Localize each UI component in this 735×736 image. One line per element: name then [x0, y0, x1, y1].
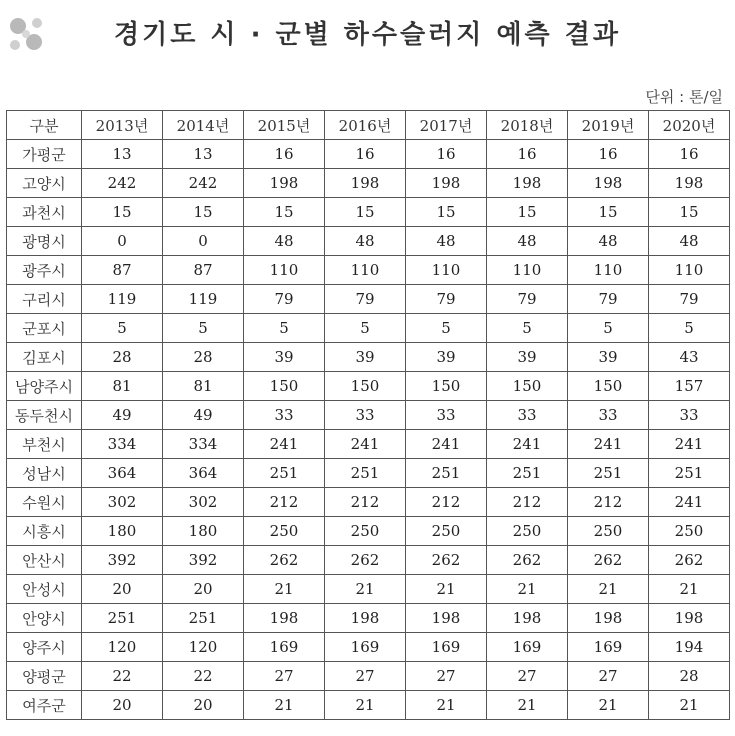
table-cell-value: 169	[406, 633, 487, 662]
region-name: 수원시	[7, 488, 82, 517]
table-cell-value: 15	[568, 198, 649, 227]
table-cell-value: 79	[649, 285, 730, 314]
table-cell-value: 241	[406, 430, 487, 459]
table-cell-value: 198	[568, 169, 649, 198]
table-cell-value: 150	[325, 372, 406, 401]
table-cell-value: 15	[649, 198, 730, 227]
table-cell-value: 198	[325, 169, 406, 198]
table-row	[7, 343, 730, 372]
table-cell-value: 21	[244, 691, 325, 720]
region-name: 양주시	[7, 633, 82, 662]
unit-label: 단위 : 톤/일	[645, 88, 723, 106]
region-name: 안성시	[7, 575, 82, 604]
table-row	[7, 604, 730, 633]
table-cell-value: 28	[82, 343, 163, 372]
region-name: 광주시	[7, 256, 82, 285]
table-cell-value: 48	[487, 227, 568, 256]
table-cell-value: 169	[568, 633, 649, 662]
region-name: 고양시	[7, 169, 82, 198]
table-cell-value: 33	[325, 401, 406, 430]
column-header-category: 구분	[7, 111, 82, 140]
table-cell-value: 79	[568, 285, 649, 314]
table-cell-value: 251	[406, 459, 487, 488]
sludge-forecast-table	[6, 110, 730, 720]
table-cell-value: 39	[325, 343, 406, 372]
table-cell-value: 150	[244, 372, 325, 401]
table-cell-value: 21	[568, 691, 649, 720]
table-cell-value: 251	[82, 604, 163, 633]
table-cell-value: 198	[568, 604, 649, 633]
table-row	[7, 575, 730, 604]
table-cell-value: 16	[487, 140, 568, 169]
table-cell-value: 49	[163, 401, 244, 430]
region-name: 안양시	[7, 604, 82, 633]
table-cell-value: 39	[406, 343, 487, 372]
table-cell-value: 110	[649, 256, 730, 285]
region-name: 광명시	[7, 227, 82, 256]
table-cell-value: 262	[649, 546, 730, 575]
table-cell-value: 169	[487, 633, 568, 662]
table-cell-value: 251	[163, 604, 244, 633]
table-cell-value: 119	[163, 285, 244, 314]
table-row	[7, 285, 730, 314]
table-cell-value: 241	[487, 430, 568, 459]
table-cell-value: 150	[487, 372, 568, 401]
region-name: 안산시	[7, 546, 82, 575]
region-name: 성남시	[7, 459, 82, 488]
table-cell-value: 33	[568, 401, 649, 430]
table-cell-value: 5	[406, 314, 487, 343]
region-name: 군포시	[7, 314, 82, 343]
table-cell-value: 262	[487, 546, 568, 575]
table-cell-value: 251	[487, 459, 568, 488]
table-cell-value: 15	[406, 198, 487, 227]
region-name: 여주군	[7, 691, 82, 720]
table-cell-value: 392	[82, 546, 163, 575]
table-cell-value: 120	[82, 633, 163, 662]
table-cell-value: 212	[487, 488, 568, 517]
table-cell-value: 87	[163, 256, 244, 285]
table-cell-value: 5	[244, 314, 325, 343]
table-cell-value: 15	[244, 198, 325, 227]
column-header-year: 2017년	[406, 111, 487, 140]
table-row	[7, 488, 730, 517]
column-header-year: 2014년	[163, 111, 244, 140]
table-cell-value: 262	[406, 546, 487, 575]
table-cell-value: 334	[163, 430, 244, 459]
table-cell-value: 150	[568, 372, 649, 401]
table-cell-value: 48	[649, 227, 730, 256]
table-cell-value: 241	[244, 430, 325, 459]
table-cell-value: 198	[649, 604, 730, 633]
table-cell-value: 251	[244, 459, 325, 488]
table-cell-value: 5	[163, 314, 244, 343]
table-cell-value: 21	[244, 575, 325, 604]
table-cell-value: 251	[649, 459, 730, 488]
table-cell-value: 22	[163, 662, 244, 691]
table-cell-value: 27	[325, 662, 406, 691]
table-cell-value: 81	[82, 372, 163, 401]
table-cell-value: 27	[244, 662, 325, 691]
table-cell-value: 15	[487, 198, 568, 227]
table-cell-value: 364	[163, 459, 244, 488]
table-cell-value: 250	[568, 517, 649, 546]
table-cell-value: 43	[649, 343, 730, 372]
table-cell-value: 198	[487, 604, 568, 633]
table-cell-value: 251	[325, 459, 406, 488]
region-name: 양평군	[7, 662, 82, 691]
table-cell-value: 20	[82, 691, 163, 720]
table-row	[7, 517, 730, 546]
table-cell-value: 212	[325, 488, 406, 517]
table-cell-value: 79	[487, 285, 568, 314]
region-name: 과천시	[7, 198, 82, 227]
table-cell-value: 0	[82, 227, 163, 256]
region-name: 시흥시	[7, 517, 82, 546]
table-cell-value: 110	[325, 256, 406, 285]
table-cell-value: 120	[163, 633, 244, 662]
table-cell-value: 5	[568, 314, 649, 343]
table-cell-value: 242	[82, 169, 163, 198]
table-cell-value: 20	[82, 575, 163, 604]
table-cell-value: 262	[244, 546, 325, 575]
table-cell-value: 21	[568, 575, 649, 604]
table-cell-value: 250	[649, 517, 730, 546]
table-row	[7, 256, 730, 285]
table-cell-value: 250	[325, 517, 406, 546]
table-cell-value: 15	[163, 198, 244, 227]
table-cell-value: 241	[649, 488, 730, 517]
table-cell-value: 28	[163, 343, 244, 372]
table-cell-value: 27	[568, 662, 649, 691]
table-cell-value: 16	[325, 140, 406, 169]
table-cell-value: 13	[163, 140, 244, 169]
region-name: 구리시	[7, 285, 82, 314]
table-cell-value: 79	[406, 285, 487, 314]
table-row	[7, 662, 730, 691]
table-cell-value: 33	[406, 401, 487, 430]
table-cell-value: 48	[568, 227, 649, 256]
table-cell-value: 212	[406, 488, 487, 517]
column-header-year: 2019년	[568, 111, 649, 140]
table-cell-value: 392	[163, 546, 244, 575]
table-cell-value: 79	[244, 285, 325, 314]
table-cell-value: 21	[406, 575, 487, 604]
table-cell-value: 110	[406, 256, 487, 285]
table-cell-value: 48	[406, 227, 487, 256]
table-cell-value: 33	[487, 401, 568, 430]
region-name: 부천시	[7, 430, 82, 459]
table-cell-value: 16	[406, 140, 487, 169]
table-row	[7, 198, 730, 227]
column-header-year: 2018년	[487, 111, 568, 140]
region-name: 동두천시	[7, 401, 82, 430]
region-name: 김포시	[7, 343, 82, 372]
table-cell-value: 21	[487, 691, 568, 720]
table-cell-value: 198	[487, 169, 568, 198]
table-cell-value: 28	[649, 662, 730, 691]
table-cell-value: 169	[325, 633, 406, 662]
table-cell-value: 21	[325, 575, 406, 604]
table-row	[7, 169, 730, 198]
table-cell-value: 21	[649, 691, 730, 720]
table-cell-value: 241	[649, 430, 730, 459]
table-cell-value: 33	[244, 401, 325, 430]
table-cell-value: 302	[82, 488, 163, 517]
table-cell-value: 241	[568, 430, 649, 459]
table-row	[7, 372, 730, 401]
table-cell-value: 81	[163, 372, 244, 401]
page-title: 경기도 시 · 군별 하수슬러지 예측 결과	[114, 20, 621, 50]
table-cell-value: 49	[82, 401, 163, 430]
table-cell-value: 87	[82, 256, 163, 285]
table-cell-value: 5	[325, 314, 406, 343]
table-cell-value: 5	[487, 314, 568, 343]
table-cell-value: 33	[649, 401, 730, 430]
table-cell-value: 20	[163, 691, 244, 720]
table-row	[7, 140, 730, 169]
table-row	[7, 633, 730, 662]
table-cell-value: 21	[325, 691, 406, 720]
table-cell-value: 302	[163, 488, 244, 517]
table-cell-value: 119	[82, 285, 163, 314]
table-cell-value: 27	[406, 662, 487, 691]
table-cell-value: 198	[406, 169, 487, 198]
table-cell-value: 250	[487, 517, 568, 546]
table-cell-value: 110	[568, 256, 649, 285]
table-cell-value: 364	[82, 459, 163, 488]
table-cell-value: 241	[325, 430, 406, 459]
table-cell-value: 334	[82, 430, 163, 459]
region-name: 남양주시	[7, 372, 82, 401]
table-row	[7, 691, 730, 720]
table-header-row	[7, 111, 730, 140]
table-row	[7, 430, 730, 459]
table-cell-value: 48	[244, 227, 325, 256]
table-cell-value: 262	[568, 546, 649, 575]
table-cell-value: 212	[568, 488, 649, 517]
table-cell-value: 169	[244, 633, 325, 662]
column-header-year: 2015년	[244, 111, 325, 140]
table-cell-value: 198	[244, 169, 325, 198]
region-name: 가평군	[7, 140, 82, 169]
table-cell-value: 110	[244, 256, 325, 285]
table-cell-value: 212	[244, 488, 325, 517]
table-cell-value: 262	[325, 546, 406, 575]
table-cell-value: 250	[244, 517, 325, 546]
table-cell-value: 20	[163, 575, 244, 604]
table-cell-value: 21	[487, 575, 568, 604]
table-cell-value: 16	[244, 140, 325, 169]
table-cell-value: 251	[568, 459, 649, 488]
table-cell-value: 198	[406, 604, 487, 633]
table-cell-value: 242	[163, 169, 244, 198]
table-cell-value: 198	[649, 169, 730, 198]
table-cell-value: 13	[82, 140, 163, 169]
table-body	[7, 140, 730, 720]
table-cell-value: 15	[82, 198, 163, 227]
table-cell-value: 16	[568, 140, 649, 169]
table-cell-value: 48	[325, 227, 406, 256]
column-header-year: 2020년	[649, 111, 730, 140]
table-cell-value: 39	[244, 343, 325, 372]
table-cell-value: 180	[82, 517, 163, 546]
table-row	[7, 401, 730, 430]
table-cell-value: 198	[244, 604, 325, 633]
table-row	[7, 314, 730, 343]
table-cell-value: 22	[82, 662, 163, 691]
table-cell-value: 180	[163, 517, 244, 546]
table-row	[7, 546, 730, 575]
table-row	[7, 459, 730, 488]
table-cell-value: 16	[649, 140, 730, 169]
table-cell-value: 39	[487, 343, 568, 372]
table-cell-value: 194	[649, 633, 730, 662]
table-cell-value: 21	[649, 575, 730, 604]
table-row	[7, 227, 730, 256]
table-cell-value: 79	[325, 285, 406, 314]
table-cell-value: 27	[487, 662, 568, 691]
table-cell-value: 15	[325, 198, 406, 227]
table-cell-value: 21	[406, 691, 487, 720]
table-cell-value: 150	[406, 372, 487, 401]
table-cell-value: 0	[163, 227, 244, 256]
table-cell-value: 5	[649, 314, 730, 343]
table-cell-value: 198	[325, 604, 406, 633]
table-cell-value: 250	[406, 517, 487, 546]
column-header-year: 2013년	[82, 111, 163, 140]
table-cell-value: 157	[649, 372, 730, 401]
table-cell-value: 110	[487, 256, 568, 285]
table-cell-value: 5	[82, 314, 163, 343]
column-header-year: 2016년	[325, 111, 406, 140]
table-cell-value: 39	[568, 343, 649, 372]
